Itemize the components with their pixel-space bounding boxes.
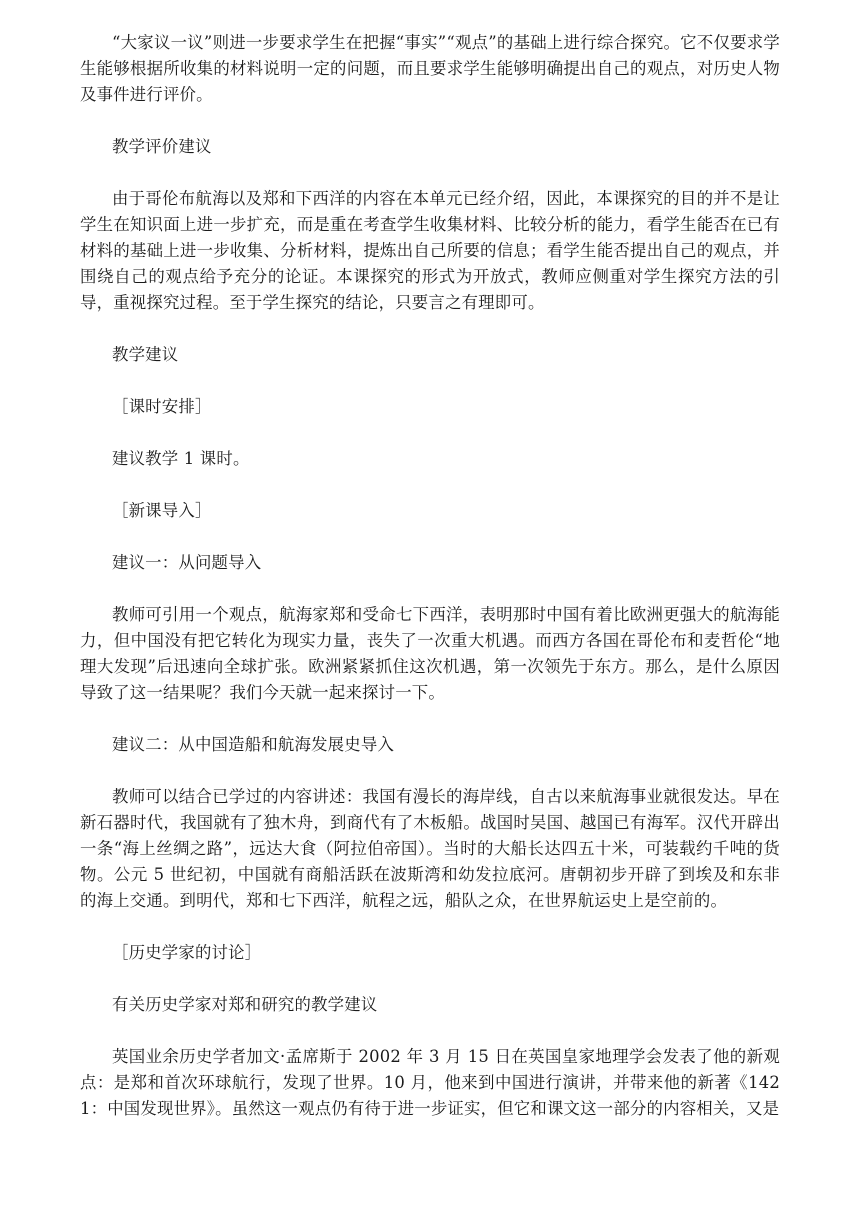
heading-suggestion-one: 建议一：从问题导入 xyxy=(112,553,262,572)
paragraph-menzies: 英国业余历史学者加文·孟席斯于 2002 年 3 月 15 日在英国皇家地理学会发表了他的新观点：是郑和首次环球航行，发现了世界。10 月，他来到中国进行演讲，并带来他的新著《1421：中国发现世界》。虽然这一观点仍有待于进一步证实，但它和课文这一部分的内容相关，又是 xyxy=(80,1047,780,1118)
paragraph-discussion-intro: “大家议一议”则进一步要求学生在把握“事实”“观点”的基础上进行综合探究。它不仅要求学生能够根据所收集的材料说明一定的问题，而且要求学生能够明确提出自己的观点，对历史人物及事件进行评价。 xyxy=(80,33,780,104)
heading-lesson-schedule: ［课时安排］ xyxy=(112,397,212,416)
paragraph-evaluation: 由于哥伦布航海以及郑和下西洋的内容在本单元已经介绍，因此，本课探究的目的并不是让学生在知识面上进一步扩充，而是重在考查学生收集材料、比较分析的能力，看学生能否在已有材料的基础上进一步收集、分析材料，提炼出自己所要的信息；看学生能否提出自己的观点，并围绕自己的观点给予充分的论证。本课探究的形式为开放式，教师应侧重对学生探究方法的引导，重视探究过程。至于学生探究的结论，只要言之有理即可。 xyxy=(80,189,780,312)
heading-historians-discussion: ［历史学家的讨论］ xyxy=(112,943,262,962)
document-page xyxy=(80,30,780,1122)
heading-teaching-suggestions: 教学建议 xyxy=(112,345,179,364)
heading-suggestion-two: 建议二：从中国造船和航海发展史导入 xyxy=(112,735,395,754)
paragraph-suggestion-two: 教师可以结合已学过的内容讲述：我国有漫长的海岸线，自古以来航海事业就很发达。早在新石器时代，我国就有了独木舟，到商代有了木板船。战国时吴国、越国已有海军。汉代开辟出一条“海上丝绸之路”，远达大食（阿拉伯帝国）。当时的大船长达四五十米，可装载约千吨的货物。公元 5 世纪初，中国就有商船活跃在波斯湾和幼发拉底河。唐朝初步开辟了到埃及和东非的海上交通。到明代，郑和七下西洋，航程之远，船队之众，在世界航运史上是空前的。 xyxy=(80,787,780,910)
paragraph-lesson-count: 建议教学 1 课时。 xyxy=(112,449,250,468)
heading-zhenghe-research: 有关历史学家对郑和研究的教学建议 xyxy=(112,995,378,1014)
paragraph-suggestion-one: 教师可引用一个观点，航海家郑和受命七下西洋，表明那时中国有着比欧洲更强大的航海能力，但中国没有把它转化为现实力量，丧失了一次重大机遇。而西方各国在哥伦布和麦哲伦“地理大发现”后迅速向全球扩张。欧洲紧紧抓住这次机遇，第一次领先于东方。那么，是什么原因导致了这一结果呢？我们今天就一起来探讨一下。 xyxy=(80,605,780,702)
heading-evaluation-suggestions: 教学评价建议 xyxy=(112,137,212,156)
heading-lesson-intro: ［新课导入］ xyxy=(112,501,212,520)
